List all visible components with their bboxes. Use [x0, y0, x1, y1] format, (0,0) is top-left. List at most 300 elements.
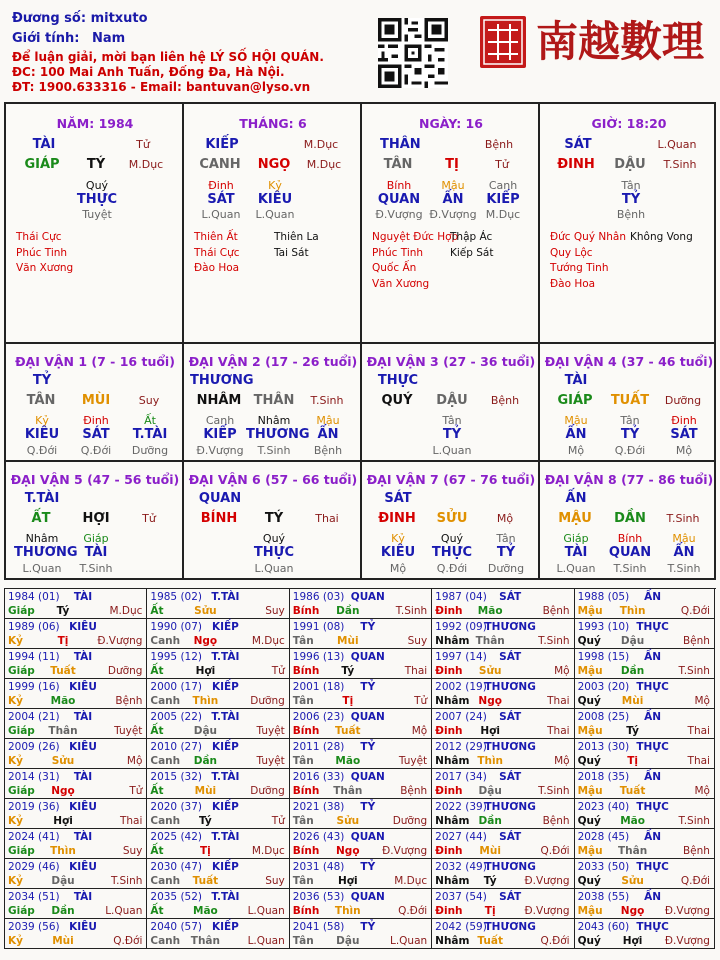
hidden-god: ẤN	[565, 427, 587, 442]
hidden-state: Q.Đới	[436, 562, 468, 575]
year-label: 1996 (13)	[292, 651, 345, 663]
year-state: Tuyệt	[256, 725, 285, 737]
hidden-stem: Nhâm	[25, 532, 59, 545]
year-state: Bệnh	[115, 695, 143, 707]
year-state: Đ.Vượng	[524, 875, 570, 887]
hidden-state: L.Quan	[255, 208, 295, 221]
year-row	[5, 889, 716, 919]
pillar-branch: TÝ	[86, 157, 106, 172]
dai-van-1	[6, 344, 184, 462]
year-cell[interactable]: 2023 (40) THỰC Quý Mão T.Sinh	[575, 799, 715, 829]
year-state: Q.Đới	[398, 905, 428, 917]
year-cell[interactable]: 2020 (37) KIẾP Canh Tý Tử	[147, 799, 289, 829]
year-stem: Ất	[150, 725, 164, 737]
hidden-stem: Bính	[386, 179, 412, 192]
star-left: Đào Hoa	[550, 277, 596, 290]
dai-van-branch: MÙI	[81, 393, 111, 408]
year-label: 2004 (21)	[8, 711, 60, 723]
hidden-god: THƯƠNG	[246, 427, 310, 442]
pillar-0	[6, 104, 184, 344]
year-state: Q.Đới	[540, 845, 570, 857]
year-cell[interactable]: 2014 (31) TÀI Giáp Ngọ Tử	[5, 769, 147, 799]
year-label: 2016 (33)	[292, 771, 345, 783]
year-stem: Canh	[150, 875, 181, 887]
year-state: Bệnh	[542, 605, 570, 617]
year-label: 1986 (03)	[292, 591, 345, 603]
year-cell[interactable]: 2039 (56) KIÊU Kỷ Mùi Q.Đới	[5, 919, 147, 949]
hidden-stem: Ất	[144, 414, 156, 427]
year-cell[interactable]: 1990 (07) KIẾP Canh Ngọ M.Dục	[147, 619, 289, 649]
year-cell[interactable]: 2024 (41) TÀI Giáp Thìn Suy	[5, 829, 147, 859]
year-cell[interactable]: 2031 (48) TỶ Tân Hợi M.Dục	[290, 859, 432, 889]
hidden-god: KIÊU	[257, 192, 293, 207]
dai-van-7	[362, 462, 540, 578]
year-cell[interactable]: 1987 (04) SÁT Đinh Mão Bệnh	[432, 589, 574, 619]
hidden-state: Tuyệt	[82, 208, 112, 221]
year-cell[interactable]: 2016 (33) QUAN Bính Thân Bệnh	[290, 769, 432, 799]
year-cell[interactable]: 2038 (55) ẤN Mậu Ngọ Đ.Vượng	[575, 889, 715, 919]
year-label: 2035 (52)	[150, 891, 203, 903]
year-branch: Thìn	[192, 695, 219, 707]
year-label: 1984 (01)	[8, 591, 60, 603]
year-branch: Hợi	[337, 875, 358, 887]
year-cell[interactable]: 2021 (38) TỶ Tân Sửu Dưỡng	[290, 799, 432, 829]
contact-line-1: Để luận giải, mời bạn liên hệ LÝ SỐ HỘI QUÁN.	[12, 50, 324, 64]
star-left: Văn Xương	[16, 262, 74, 274]
year-state: L.Quan	[247, 935, 285, 947]
year-state: Mộ	[694, 785, 710, 797]
dai-van-state: Mộ	[496, 512, 514, 525]
dai-van-title: ĐẠI VẬN 3 (27 - 36 tuổi)	[366, 354, 536, 369]
hidden-god: SÁT	[82, 427, 110, 442]
year-cell[interactable]: 1985 (02) T.TÀI Ất Sửu Suy	[147, 589, 289, 619]
year-cell[interactable]: 1998 (15) ẤN Mậu Dần T.Sinh	[575, 649, 715, 679]
year-cell[interactable]: 2011 (28) TỶ Tân Mão Tuyệt	[290, 739, 432, 769]
year-state: Q.Đới	[680, 605, 710, 617]
year-stem: Canh	[150, 935, 181, 947]
year-stem: Giáp	[8, 605, 35, 617]
year-label: 1989 (06)	[8, 621, 60, 633]
dai-van-stem: TÂN	[26, 393, 56, 408]
year-branch: Thìn	[334, 905, 361, 917]
year-cell[interactable]: 2028 (45) ẤN Mậu Thân Bệnh	[575, 829, 715, 859]
year-label: 2008 (25)	[577, 711, 630, 723]
dai-van-branch: DẬU	[436, 393, 468, 408]
year-branch: Hợi	[195, 665, 216, 677]
year-stem: Mậu	[577, 605, 603, 617]
hidden-state: Mộ	[567, 444, 585, 457]
hidden-state: L.Quan	[556, 562, 596, 575]
year-label: 2015 (32)	[150, 771, 203, 783]
year-stem: Tân	[292, 875, 314, 887]
year-cell[interactable]: 1996 (13) QUAN Bính Tý Thai	[290, 649, 432, 679]
year-stem: Bính	[292, 905, 320, 917]
hidden-god: THỰC	[431, 545, 473, 560]
year-label: 2006 (23)	[292, 711, 345, 723]
year-stem: Nhâm	[435, 755, 470, 767]
year-cell[interactable]: 2034 (51) TÀI Giáp Dần L.Quan	[5, 889, 147, 919]
year-stem: Tân	[292, 695, 314, 707]
year-stem: Quý	[577, 695, 601, 707]
pillar-stem: CANH	[199, 157, 241, 172]
year-stem: Nhâm	[435, 935, 470, 947]
star-left: Đức Quý Nhân	[550, 231, 626, 243]
hidden-state: Đ.Vượng	[375, 208, 423, 221]
year-cell[interactable]: 2043 (60) THỰC Quý Hợi Đ.Vượng	[575, 919, 715, 949]
year-cell[interactable]: 2025 (42) T.TÀI Ất Tị M.Dục	[147, 829, 289, 859]
year-branch: Tuất	[477, 935, 503, 947]
year-stem: Mậu	[577, 905, 603, 917]
year-cell[interactable]: 2036 (53) QUAN Bính Thìn Q.Đới	[290, 889, 432, 919]
year-branch: Tị	[57, 635, 69, 647]
year-label: 1998 (15)	[577, 651, 630, 663]
dai-van-branch: TUẤT	[610, 393, 650, 408]
hidden-state: Đ.Vượng	[429, 208, 477, 221]
pillar-title: THÁNG: 6	[239, 116, 307, 131]
pillar-state: T.Sinh	[663, 158, 697, 171]
year-cell[interactable]: 2001 (18) TỶ Tân Tị Tử	[290, 679, 432, 709]
hidden-state: Dưỡng	[487, 562, 525, 575]
year-state: Q.Đới	[113, 935, 143, 947]
year-label: 2037 (54)	[435, 891, 487, 903]
year-branch: Tị	[627, 755, 638, 767]
year-label: 2025 (42)	[150, 831, 203, 843]
year-branch: Thìn	[50, 845, 76, 857]
dai-van-god: QUAN	[198, 491, 242, 506]
year-state: Tuyệt	[256, 755, 285, 767]
star-left: Phúc Tinh	[16, 246, 68, 259]
year-branch: Sửu	[478, 665, 502, 677]
star-right: Thập Ác	[450, 231, 493, 243]
dai-van-god: THỰC	[377, 373, 419, 388]
year-state: Suy	[265, 875, 285, 887]
year-label: 1999 (16)	[8, 681, 60, 693]
year-branch: Dần	[478, 815, 502, 827]
year-stem: Kỷ	[8, 695, 23, 707]
dai-van-god: T.TÀI	[24, 491, 60, 506]
year-row	[5, 589, 716, 619]
year-stem: Giáp	[8, 905, 35, 917]
year-stem: Mậu	[577, 725, 603, 737]
pillar-stem-god: TÀI	[32, 137, 56, 152]
dai-van-stem: NHÂM	[196, 393, 242, 408]
year-cell[interactable]: 1997 (14) SÁT Đinh Sửu Mộ	[432, 649, 574, 679]
year-cell[interactable]: 1986 (03) QUAN Bính Dần T.Sinh	[290, 589, 432, 619]
year-branch: Dần	[620, 665, 645, 677]
dai-van-6	[184, 462, 362, 578]
year-state: Tử	[271, 815, 285, 827]
pillar-stem: ĐINH	[557, 157, 595, 172]
year-label: 2007 (24)	[435, 711, 487, 723]
year-cell[interactable]: 2037 (54) SÁT Đinh Tị Đ.Vượng	[432, 889, 574, 919]
year-label: 2000 (17)	[150, 681, 203, 693]
year-cell[interactable]: 2030 (47) KIẾP Canh Tuất Suy	[147, 859, 289, 889]
hidden-god: ẤN	[673, 545, 695, 560]
year-stem: Ất	[150, 605, 164, 617]
year-label: 2009 (26)	[8, 741, 60, 753]
star-left: Phúc Tinh	[372, 246, 424, 259]
owner-value: mitxuto	[90, 11, 148, 26]
hidden-god: THỰC	[76, 192, 118, 207]
year-branch: Ngọ	[193, 635, 218, 647]
year-row	[5, 679, 716, 709]
dai-van-god: TÀI	[564, 373, 588, 388]
year-stem: Mậu	[577, 845, 603, 857]
year-cell[interactable]: 2041 (58) TỶ Tân Dậu L.Quan	[290, 919, 432, 949]
year-label: 2026 (43)	[292, 831, 345, 843]
star-left: Quy Lộc	[550, 246, 593, 259]
year-branch: Thân	[190, 935, 220, 947]
year-stem: Tân	[292, 815, 314, 827]
year-branch: Dần	[51, 905, 75, 917]
year-cell[interactable]: 2005 (22) T.TÀI Ất Dậu Tuyệt	[147, 709, 289, 739]
year-branch: Sửu	[194, 605, 217, 617]
year-cell[interactable]: 2026 (43) QUAN Bính Ngọ Đ.Vượng	[290, 829, 432, 859]
hidden-state: Bệnh	[313, 444, 343, 457]
hidden-god: SÁT	[670, 427, 698, 442]
year-cell[interactable]: 2019 (36) KIÊU Kỷ Hợi Thai	[5, 799, 147, 829]
year-stem: Mậu	[577, 785, 603, 797]
dai-van-branch: THÂN	[253, 393, 295, 408]
year-cell[interactable]: 2033 (50) THỰC Quý Sửu Q.Đới	[575, 859, 715, 889]
hidden-state: M.Dục	[485, 208, 521, 221]
year-state: Bệnh	[682, 845, 710, 857]
year-label: 2013 (30)	[577, 741, 630, 753]
year-label: 1993 (10)	[577, 621, 630, 633]
hidden-state: Đ.Vượng	[196, 444, 244, 457]
year-stem: Đinh	[435, 665, 463, 677]
year-state: Tử	[129, 785, 143, 797]
dai-van-title: ĐẠI VẬN 4 (37 - 46 tuổi)	[544, 354, 714, 369]
year-label: 2033 (50)	[577, 861, 630, 873]
year-cell[interactable]: 2027 (44) SÁT Đinh Mùi Q.Đới	[432, 829, 574, 859]
year-label: 2020 (37)	[150, 801, 203, 813]
year-state: T.Sinh	[678, 815, 710, 827]
year-cell[interactable]: 2006 (23) QUAN Bính Tuất Mộ	[290, 709, 432, 739]
year-state: L.Quan	[247, 905, 285, 917]
logo-text: 南越數理	[535, 17, 705, 66]
year-cell[interactable]: 1994 (11) TÀI Giáp Tuất Dưỡng	[5, 649, 147, 679]
year-cell[interactable]: 2003 (20) THỰC Quý Mùi Mộ	[575, 679, 715, 709]
year-state: Tử	[414, 695, 428, 707]
year-cell[interactable]: 2032 (49) THƯƠNG Nhâm Tý Đ.Vượng	[432, 859, 574, 889]
year-stem: Kỷ	[8, 635, 23, 647]
star-right: Thiên La	[274, 231, 319, 243]
year-state: Dưỡng	[392, 815, 428, 827]
dai-van-state: T.Sinh	[666, 512, 700, 525]
year-branch: Dậu	[51, 875, 75, 887]
year-stem: Đinh	[435, 605, 463, 617]
year-stem: Kỷ	[8, 815, 23, 827]
year-branch: Tuất	[334, 725, 361, 737]
year-label: 2043 (60)	[577, 921, 630, 933]
hidden-god: KIẾP	[203, 427, 237, 442]
hidden-god: TÀI	[564, 545, 588, 560]
year-branch: Dậu	[193, 725, 218, 737]
year-stem: Bính	[292, 845, 320, 857]
year-branch: Mão	[620, 815, 645, 827]
hidden-god: ẤN	[317, 427, 339, 442]
dai-van-8	[540, 462, 714, 578]
year-cell[interactable]: 2010 (27) KIẾP Canh Dần Tuyệt	[147, 739, 289, 769]
year-cell[interactable]: 2029 (46) KIÊU Kỷ Dậu T.Sinh	[5, 859, 147, 889]
year-state: M.Dục	[251, 845, 285, 857]
year-label: 2042 (59)	[435, 921, 487, 933]
year-row	[5, 919, 716, 949]
dai-van-branch: DẦN	[614, 511, 646, 526]
year-state: Đ.Vượng	[664, 905, 710, 917]
year-cell[interactable]: 2009 (26) KIÊU Kỷ Sửu Mộ	[5, 739, 147, 769]
year-branch: Thân	[48, 725, 78, 737]
hidden-stem: Tân	[496, 532, 516, 545]
year-cell[interactable]: 2042 (59) THƯƠNG Nhâm Tuất Q.Đới	[432, 919, 574, 949]
hidden-god: TÀI	[84, 545, 108, 560]
year-state: M.Dục	[251, 635, 285, 647]
year-cell[interactable]: 2000 (17) KIẾP Canh Thìn Dưỡng	[147, 679, 289, 709]
year-state: Thai	[687, 725, 710, 737]
year-cell[interactable]: 1989 (06) KIÊU Kỷ Tị Đ.Vượng	[5, 619, 147, 649]
year-cell[interactable]: 1988 (05) ẤN Mậu Thìn Q.Đới	[575, 589, 715, 619]
year-stem: Bính	[292, 605, 320, 617]
year-cell[interactable]: 2022 (39) THƯƠNG Nhâm Dần Bệnh	[432, 799, 574, 829]
hidden-god: SÁT	[207, 192, 235, 207]
year-label: 2038 (55)	[577, 891, 630, 903]
year-stem: Ất	[150, 785, 164, 797]
year-branch: Mão	[335, 755, 361, 767]
year-cell[interactable]: 1993 (10) THỰC Quý Dậu Bệnh	[575, 619, 715, 649]
star-right: Kiếp Sát	[450, 246, 494, 259]
year-state: Q.Đới	[540, 935, 570, 947]
dai-van-god: ẤN	[565, 491, 587, 506]
year-state: Thai	[119, 815, 143, 827]
star-left: Tướng Tinh	[550, 262, 609, 274]
hidden-stem: Giáp	[83, 532, 109, 545]
year-branch: Hợi	[480, 725, 500, 737]
year-label: 1992 (09)	[435, 621, 487, 633]
year-label: 2039 (56)	[8, 921, 60, 933]
year-label: 2040 (57)	[150, 921, 203, 933]
luu-nien-grid	[4, 588, 716, 949]
year-branch: Tý	[341, 665, 355, 677]
year-state: T.Sinh	[395, 605, 428, 617]
year-label: 1991 (08)	[292, 621, 345, 633]
gender-label: Giới tính:	[12, 31, 80, 46]
year-state: Đ.Vượng	[97, 635, 143, 647]
year-branch: Hợi	[622, 935, 643, 947]
year-cell[interactable]: 2018 (35) ẤN Mậu Tuất Mộ	[575, 769, 715, 799]
hidden-stem: Mậu	[316, 414, 340, 427]
year-cell[interactable]: 2040 (57) KIẾP Canh Thân L.Quan	[147, 919, 289, 949]
hidden-state: Q.Đới	[614, 444, 646, 457]
year-stem: Giáp	[8, 665, 35, 677]
hidden-stem: Giáp	[563, 532, 589, 545]
pillar-stem-god: KIẾP	[205, 137, 239, 152]
year-cell[interactable]: 2002 (19) THƯƠNG Nhâm Ngọ Thai	[432, 679, 574, 709]
year-label: 2041 (58)	[292, 921, 345, 933]
owner-line	[12, 10, 372, 30]
year-cell[interactable]: 1984 (01) TÀI Giáp Tý M.Dục	[5, 589, 147, 619]
hidden-state: L.Quan	[254, 562, 294, 575]
year-stem: Giáp	[8, 725, 35, 737]
year-stem: Canh	[150, 635, 181, 647]
year-stem: Quý	[577, 935, 601, 947]
star-left: Thái Cực	[16, 231, 62, 243]
year-stem: Mậu	[577, 665, 603, 677]
year-branch: Mùi	[621, 695, 644, 707]
year-label: 2010 (27)	[150, 741, 203, 753]
pillar-2	[362, 104, 540, 344]
hidden-stem: Mậu	[441, 179, 465, 192]
year-cell[interactable]: 2012 (29) THƯƠNG Nhâm Thìn Mộ	[432, 739, 574, 769]
year-label: 2011 (28)	[292, 741, 345, 753]
hidden-god: KIÊU	[380, 545, 416, 560]
year-cell[interactable]: 2015 (32) T.TÀI Ất Mùi Dưỡng	[147, 769, 289, 799]
year-label: 1990 (07)	[150, 621, 203, 633]
dai-van-5	[6, 462, 184, 578]
year-branch: Thìn	[477, 755, 504, 767]
hidden-stem: Bính	[617, 532, 643, 545]
year-branch: Tuất	[50, 665, 76, 677]
year-cell[interactable]: 2035 (52) T.TÀI Ất Mão L.Quan	[147, 889, 289, 919]
year-cell[interactable]: 2008 (25) ẤN Mậu Tý Thai	[575, 709, 715, 739]
year-state: Suy	[122, 845, 143, 857]
year-label: 1987 (04)	[435, 591, 487, 603]
hidden-god: QUAN	[377, 192, 421, 207]
hidden-god: QUAN	[608, 545, 652, 560]
year-cell[interactable]: 1995 (12) T.TÀI Ất Hợi Tử	[147, 649, 289, 679]
year-branch: Mùi	[479, 845, 501, 857]
year-stem: Kỷ	[8, 935, 23, 947]
year-branch: Tị	[200, 845, 211, 857]
dai-van-god: SÁT	[384, 491, 412, 506]
year-branch: Tuất	[619, 785, 646, 797]
year-cell[interactable]: 2004 (21) TÀI Giáp Thân Tuyệt	[5, 709, 147, 739]
year-row	[5, 769, 716, 799]
year-branch: Tý	[199, 815, 212, 827]
year-label: 2031 (48)	[292, 861, 345, 873]
gender-line	[12, 30, 372, 50]
year-state: T.Sinh	[538, 785, 570, 797]
hidden-stem: Tân	[442, 414, 462, 427]
dai-van-2	[184, 344, 362, 462]
year-label: 2017 (34)	[435, 771, 487, 783]
star-left: Văn Xương	[372, 277, 430, 290]
year-cell[interactable]: 1992 (09) THƯƠNG Nhâm Thân T.Sinh	[432, 619, 574, 649]
year-cell[interactable]: 1991 (08) TỶ Tân Mùi Suy	[290, 619, 432, 649]
year-state: Bệnh	[400, 785, 428, 797]
year-cell[interactable]: 2007 (24) SÁT Đinh Hợi Thai	[432, 709, 574, 739]
year-state: Bệnh	[682, 635, 710, 647]
dai-van-title: ĐẠI VẬN 8 (77 - 86 tuổi)	[544, 472, 714, 487]
hidden-god: TỶ	[496, 545, 516, 560]
year-stem: Kỷ	[8, 875, 23, 887]
pillar-state: Tử	[495, 158, 509, 171]
year-label: 2021 (38)	[292, 801, 345, 813]
year-cell[interactable]: 2017 (34) SÁT Đinh Dậu T.Sinh	[432, 769, 574, 799]
dai-van-3	[362, 344, 540, 462]
year-stem: Tân	[292, 755, 314, 767]
year-stem: Đinh	[435, 845, 463, 857]
year-row	[5, 649, 716, 679]
year-stem: Nhâm	[435, 695, 470, 707]
year-branch: Sửu	[51, 755, 75, 767]
year-branch: Dậu	[478, 785, 502, 797]
year-cell[interactable]: 1999 (16) KIÊU Kỷ Mão Bệnh	[5, 679, 147, 709]
year-state: T.Sinh	[110, 875, 143, 887]
year-state: Tuyệt	[114, 725, 143, 737]
year-cell[interactable]: 2013 (30) THỰC Quý Tị Thai	[575, 739, 715, 769]
year-branch: Ngọ	[478, 695, 502, 707]
